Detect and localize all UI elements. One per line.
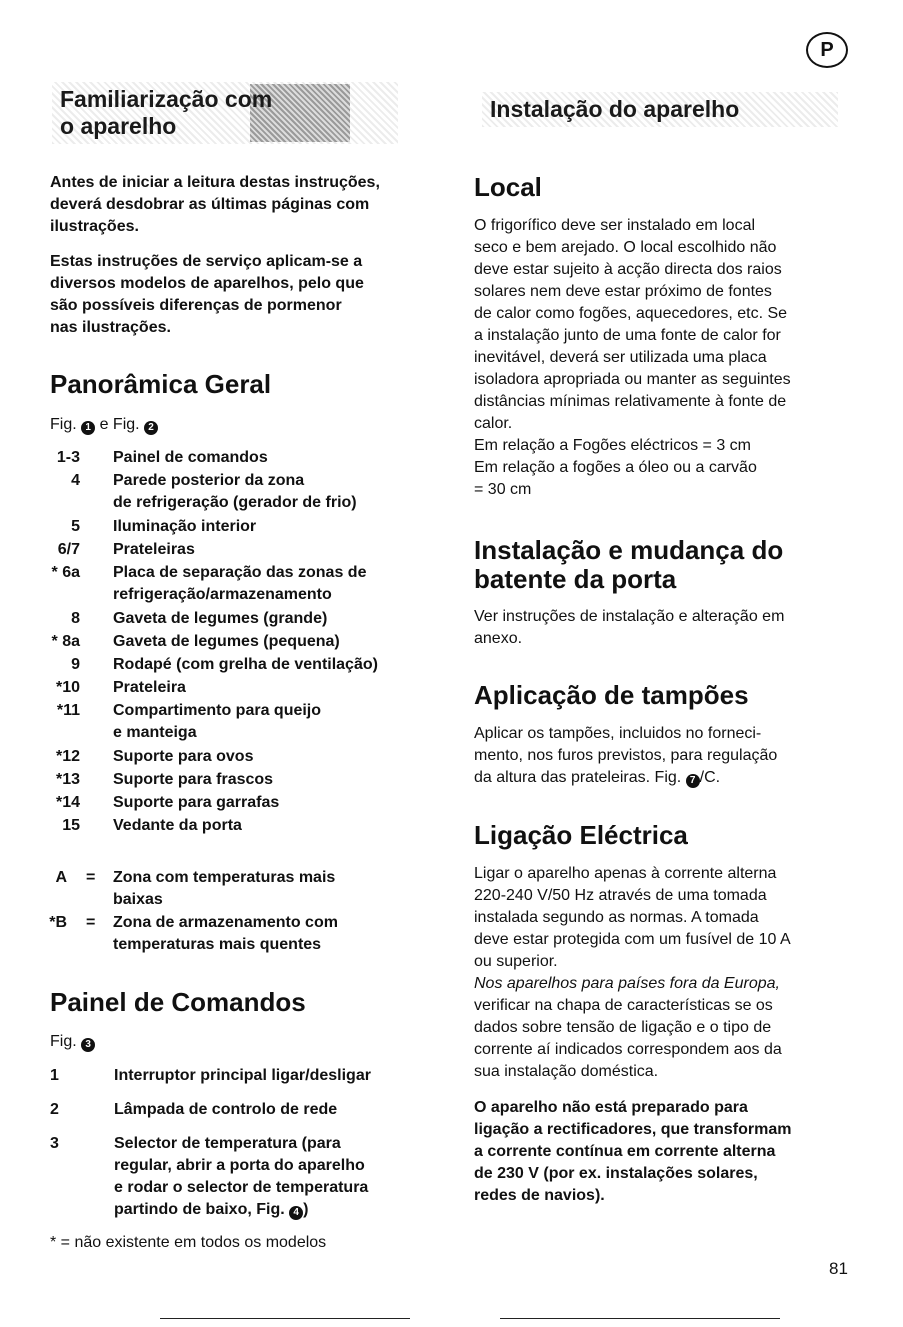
local-heading: Local [474,172,542,202]
item-text [113,769,443,791]
heading-line: Instalação e mudança do [474,535,784,565]
overview-heading: Panorâmica Geral [50,369,272,399]
figure-number-badge: 1 [81,421,95,435]
figure-number-badge: 3 [81,1038,95,1052]
local-paragraph [474,215,864,501]
text-line: anexo. [474,630,523,647]
text-line: verificar na chapa de características se os [474,997,773,1014]
item-text [113,677,443,699]
item-text [114,1065,444,1087]
bottom-rule [500,1318,780,1319]
text-line: 220-240 V/50 Hz através de uma tomada [474,887,767,904]
item-number: 5 [71,518,80,535]
footnote: * = não existente em todos os modelos [50,1234,327,1251]
text-line: Interruptor principal ligar/desligar [114,1067,371,1084]
page-number: 81 [829,1259,848,1278]
item-text [113,562,443,606]
item-text [113,516,443,538]
item-text [113,470,443,514]
zone-key: A [55,869,67,886]
text-line: Selector de temperatura (para [114,1135,341,1152]
text-line: corrente aí indicados correspondem aos da [474,1041,782,1058]
item-number: * 8a [51,633,80,650]
text-line: O aparelho não está preparado para [474,1099,748,1116]
text-line: e manteiga [113,724,197,741]
text-line: dados sobre tensão de ligação e o tipo de [474,1019,772,1036]
text-line: inevitável, deverá ser utilizada uma placa [474,349,767,366]
caps-paragraph [474,723,864,789]
text-line: Zona de armazenamento com [113,914,338,931]
text-line: ou superior. [474,953,558,970]
caps-heading: Aplicação de tampões [474,680,749,710]
text-line: Antes de iniciar a leitura destas instruções, [50,174,380,191]
figure-number-badge: 4 [289,1206,303,1220]
italic-line: Nos aparelhos para países fora da Europa, [474,975,780,992]
figure-number-badge: 7 [686,774,700,788]
text-line: Prateleiras [113,541,195,558]
electric-warning [474,1097,864,1207]
header-line-2: o aparelho [60,113,177,139]
text-line: Estas instruções de serviço aplicam-se a [50,253,363,270]
item-text [113,447,443,469]
zone-equals: = [86,914,96,931]
zone-text [113,912,433,956]
text-line: Compartimento para queijo [113,702,322,719]
text-line: a corrente contínua em corrente alterna [474,1143,776,1160]
text-line: Vedante da porta [113,817,242,834]
item-number: 3 [50,1135,59,1152]
section-header-familiarization [52,82,398,144]
text-line: Placa de separação das zonas de [113,564,367,581]
item-number: 15 [62,817,80,834]
item-number: 1-3 [56,449,80,466]
text-line: refrigeração/armazenamento [113,586,332,603]
text-line: Painel de comandos [113,449,268,466]
fig-prefix: Fig. [50,416,77,433]
text-line: deverá desdobrar as últimas páginas com [50,196,370,213]
figure-number-badge: 2 [144,421,158,435]
text-line: sua instalação doméstica. [474,1063,659,1080]
heading-line: batente da porta [474,564,677,594]
zone-text [113,867,433,911]
item-number: 4 [71,472,80,489]
text-line: Suporte para frascos [113,771,274,788]
item-text [113,746,443,768]
text-line: Prateleira [113,679,186,696]
item-text [113,700,443,744]
text-line: da altura das prateleiras. Fig. [474,769,686,786]
text-line: de refrigeração (gerador de frio) [113,494,357,511]
text-line: são possíveis diferenças de pormenor [50,297,342,314]
item-text [114,1133,444,1221]
text-line: isoladora apropriada ou manter as seguintes [474,371,791,388]
item-number: *11 [56,702,80,719]
text-line: Lâmpada de controlo de rede [114,1101,338,1118]
item-text [113,608,443,630]
text-line: Ligar o aparelho apenas à corrente alterna [474,865,777,882]
text-line: distâncias mínimas relativamente à fonte de [474,393,787,410]
text-line: nas ilustrações. [50,319,171,336]
text-line: deve estar sujeito à acção directa dos raios [474,261,782,278]
header-line-1: Familiarização com [60,86,273,112]
door-heading [474,536,783,594]
text-line: ligação a rectificadores, que transformam [474,1121,792,1138]
zone-key: *B [49,914,67,931]
text-line: calor. [474,415,513,432]
text-line: Gaveta de legumes (pequena) [113,633,340,650]
item-number: *14 [55,794,80,811]
text-line: Ver instruções de instalação e alteração em [474,608,785,625]
text-line: regular, abrir a porta do aparelho [114,1157,365,1174]
text-line: diversos modelos de aparelhos, pelo que [50,275,364,292]
bottom-rule [160,1318,410,1319]
text-line: de 230 V (por ex. instalações solares, [474,1165,758,1182]
item-number: 6/7 [57,541,80,558]
text-line: ilustrações. [50,218,139,235]
item-number: 1 [50,1067,59,1084]
text-line: instalada segundo as normas. A tomada [474,909,759,926]
overview-figure-ref [50,414,158,436]
item-text [113,539,443,561]
item-number: 8 [71,610,80,627]
text-line: mento, nos furos previstos, para regulação [474,747,778,764]
text-line: Iluminação interior [113,518,257,535]
item-number: *10 [55,679,80,696]
text-line: seco e bem arejado. O local escolhido não [474,239,777,256]
text-line: = 30 cm [474,481,532,498]
text-line: redes de navios). [474,1187,605,1204]
zone-equals: = [86,869,96,886]
text-line: a instalação junto de uma fonte de calor for [474,327,781,344]
item-number: 2 [50,1101,59,1118]
text-line: Zona com temperaturas mais [113,869,336,886]
text-line: solares nem deve estar próximo de fontes [474,283,772,300]
language-badge: P [806,32,848,68]
item-number: * 6a [51,564,80,581]
header-text: Instalação do aparelho [490,96,740,122]
intro-paragraph-1 [50,172,430,238]
item-text [114,1099,444,1121]
text-line: partindo de baixo, Fig. 4 ) [114,1201,309,1218]
fig-suffix: /C. [699,769,721,786]
text-line: Em relação a Fogões eléctricos = 3 cm [474,437,752,454]
item-text [113,792,443,814]
electric-paragraph [474,863,864,1083]
text-line: de calor como fogões, aquecedores, etc. Se [474,305,788,322]
text-line: temperaturas mais quentes [113,936,322,953]
controls-figure-ref [50,1031,95,1053]
text-line: Suporte para garrafas [113,794,280,811]
text-line: Gaveta de legumes (grande) [113,610,328,627]
text-line: deve estar protegida com um fusível de 10 A [474,931,791,948]
text-line: Parede posterior da zona [113,472,305,489]
item-number: 9 [71,656,80,673]
text-line: Em relação a fogões a óleo ou a carvão [474,459,757,476]
item-text [113,631,443,653]
section-header-installation [482,92,838,127]
electric-heading: Ligação Eléctrica [474,820,688,850]
text-line: O frigorífico deve ser instalado em local [474,217,756,234]
text-line: Aplicar os tampões, incluidos no forneci- [474,725,762,742]
controls-heading: Painel de Comandos [50,987,306,1017]
text-line: Suporte para ovos [113,748,254,765]
fig-suffix: ) [303,1201,309,1218]
item-text [113,654,443,676]
item-text [113,815,443,837]
text-line: e rodar o selector de temperatura [114,1179,369,1196]
item-number: *13 [55,771,80,788]
fig-prefix: Fig. [50,1033,77,1050]
item-number: *12 [55,748,80,765]
door-paragraph [474,606,864,650]
intro-paragraph-2 [50,251,430,339]
text-line: baixas [113,891,163,908]
text-line: Rodapé (com grelha de ventilação) [113,656,378,673]
fig-mid: e Fig. [99,416,140,433]
